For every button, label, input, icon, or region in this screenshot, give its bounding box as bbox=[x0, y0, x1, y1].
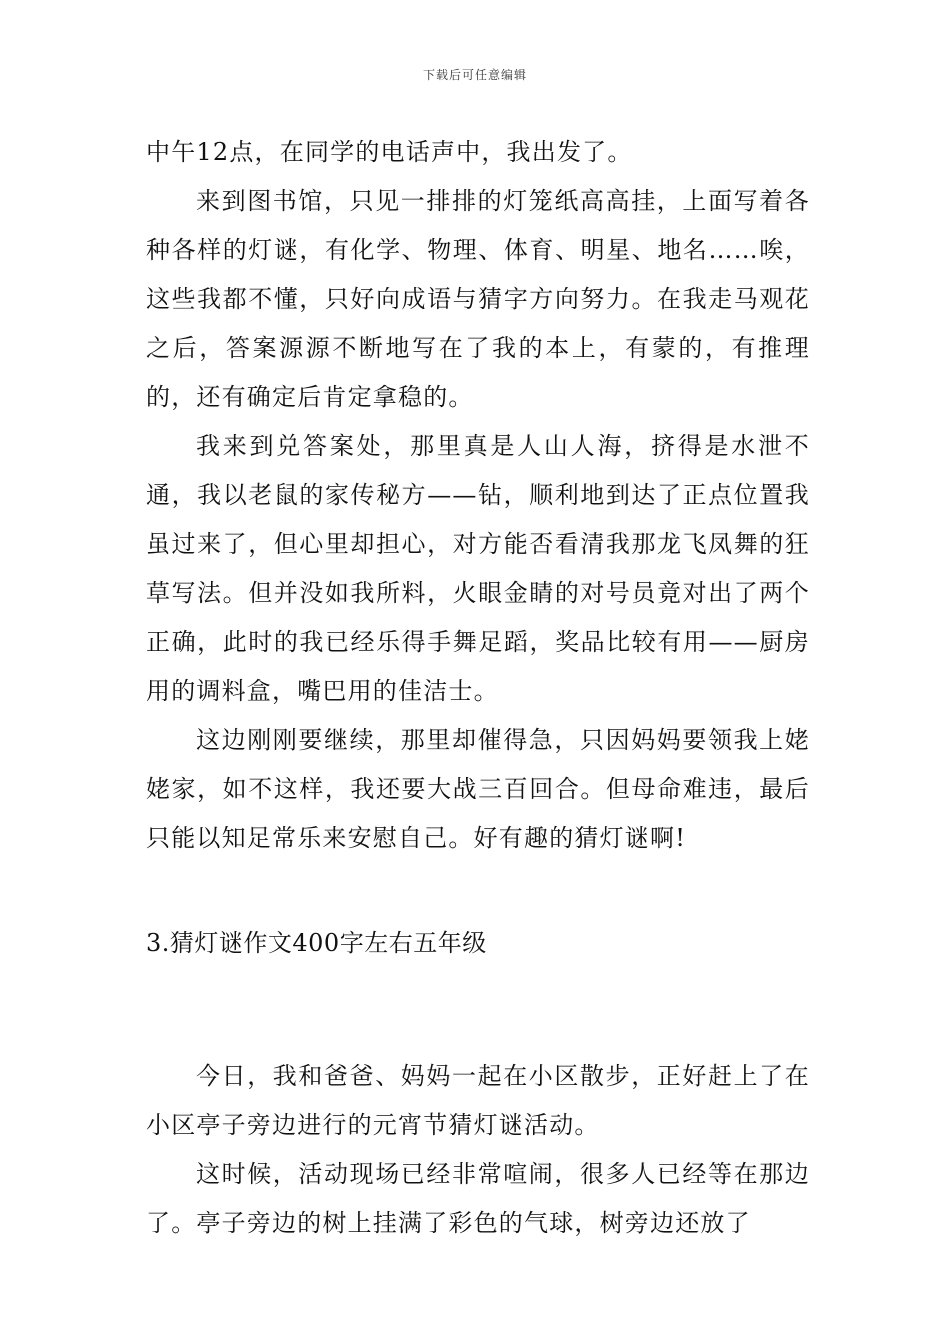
document-body bbox=[146, 128, 810, 1248]
paragraph: 今日，我和爸爸、妈妈一起在小区散步，正好赶上了在小区亭子旁边进行的元宵节猜灯谜活动。 bbox=[146, 1062, 810, 1139]
page-header: 下载后可任意编辑 bbox=[422, 68, 527, 82]
paragraph: 中午12点，在同学的电话声中，我出发了。 bbox=[146, 138, 633, 166]
section-heading: 3.猜灯谜作文400字左右五年级 bbox=[146, 929, 487, 957]
paragraph: 这时候，活动现场已经非常喧闹，很多人已经等在那边了。亭子旁边的树上挂满了彩色的气球，树旁边还放了 bbox=[146, 1160, 810, 1237]
paragraph: 这边刚刚要继续，那里却催得急，只因妈妈要领我上姥姥家，如不这样，我还要大战三百回合。但母命难违，最后只能以知足常乐来安慰自己。好有趣的猜灯谜啊! bbox=[146, 726, 810, 852]
paragraph: 来到图书馆，只见一排排的灯笼纸高高挂，上面写着各种各样的灯谜，有化学、物理、体育、明星、地名……唉，这些我都不懂，只好向成语与猜字方向努力。在我走马观花之后，答案源源不断地写在了我的本上，有蒙的，有推理的，还有确定后肯定拿稳的。 bbox=[146, 187, 810, 411]
paragraph: 我来到兑答案处，那里真是人山人海，挤得是水泄不通，我以老鼠的家传秘方——钻，顺利地到达了正点位置我虽过来了，但心里却担心，对方能否看清我那龙飞凤舞的狂草写法。但并没如我所料，火眼金睛的对号员竟对出了两个正确，此时的我已经乐得手舞足蹈，奖品比较有用——厨房用的调料盒，嘴巴用的佳洁士。 bbox=[146, 432, 810, 705]
